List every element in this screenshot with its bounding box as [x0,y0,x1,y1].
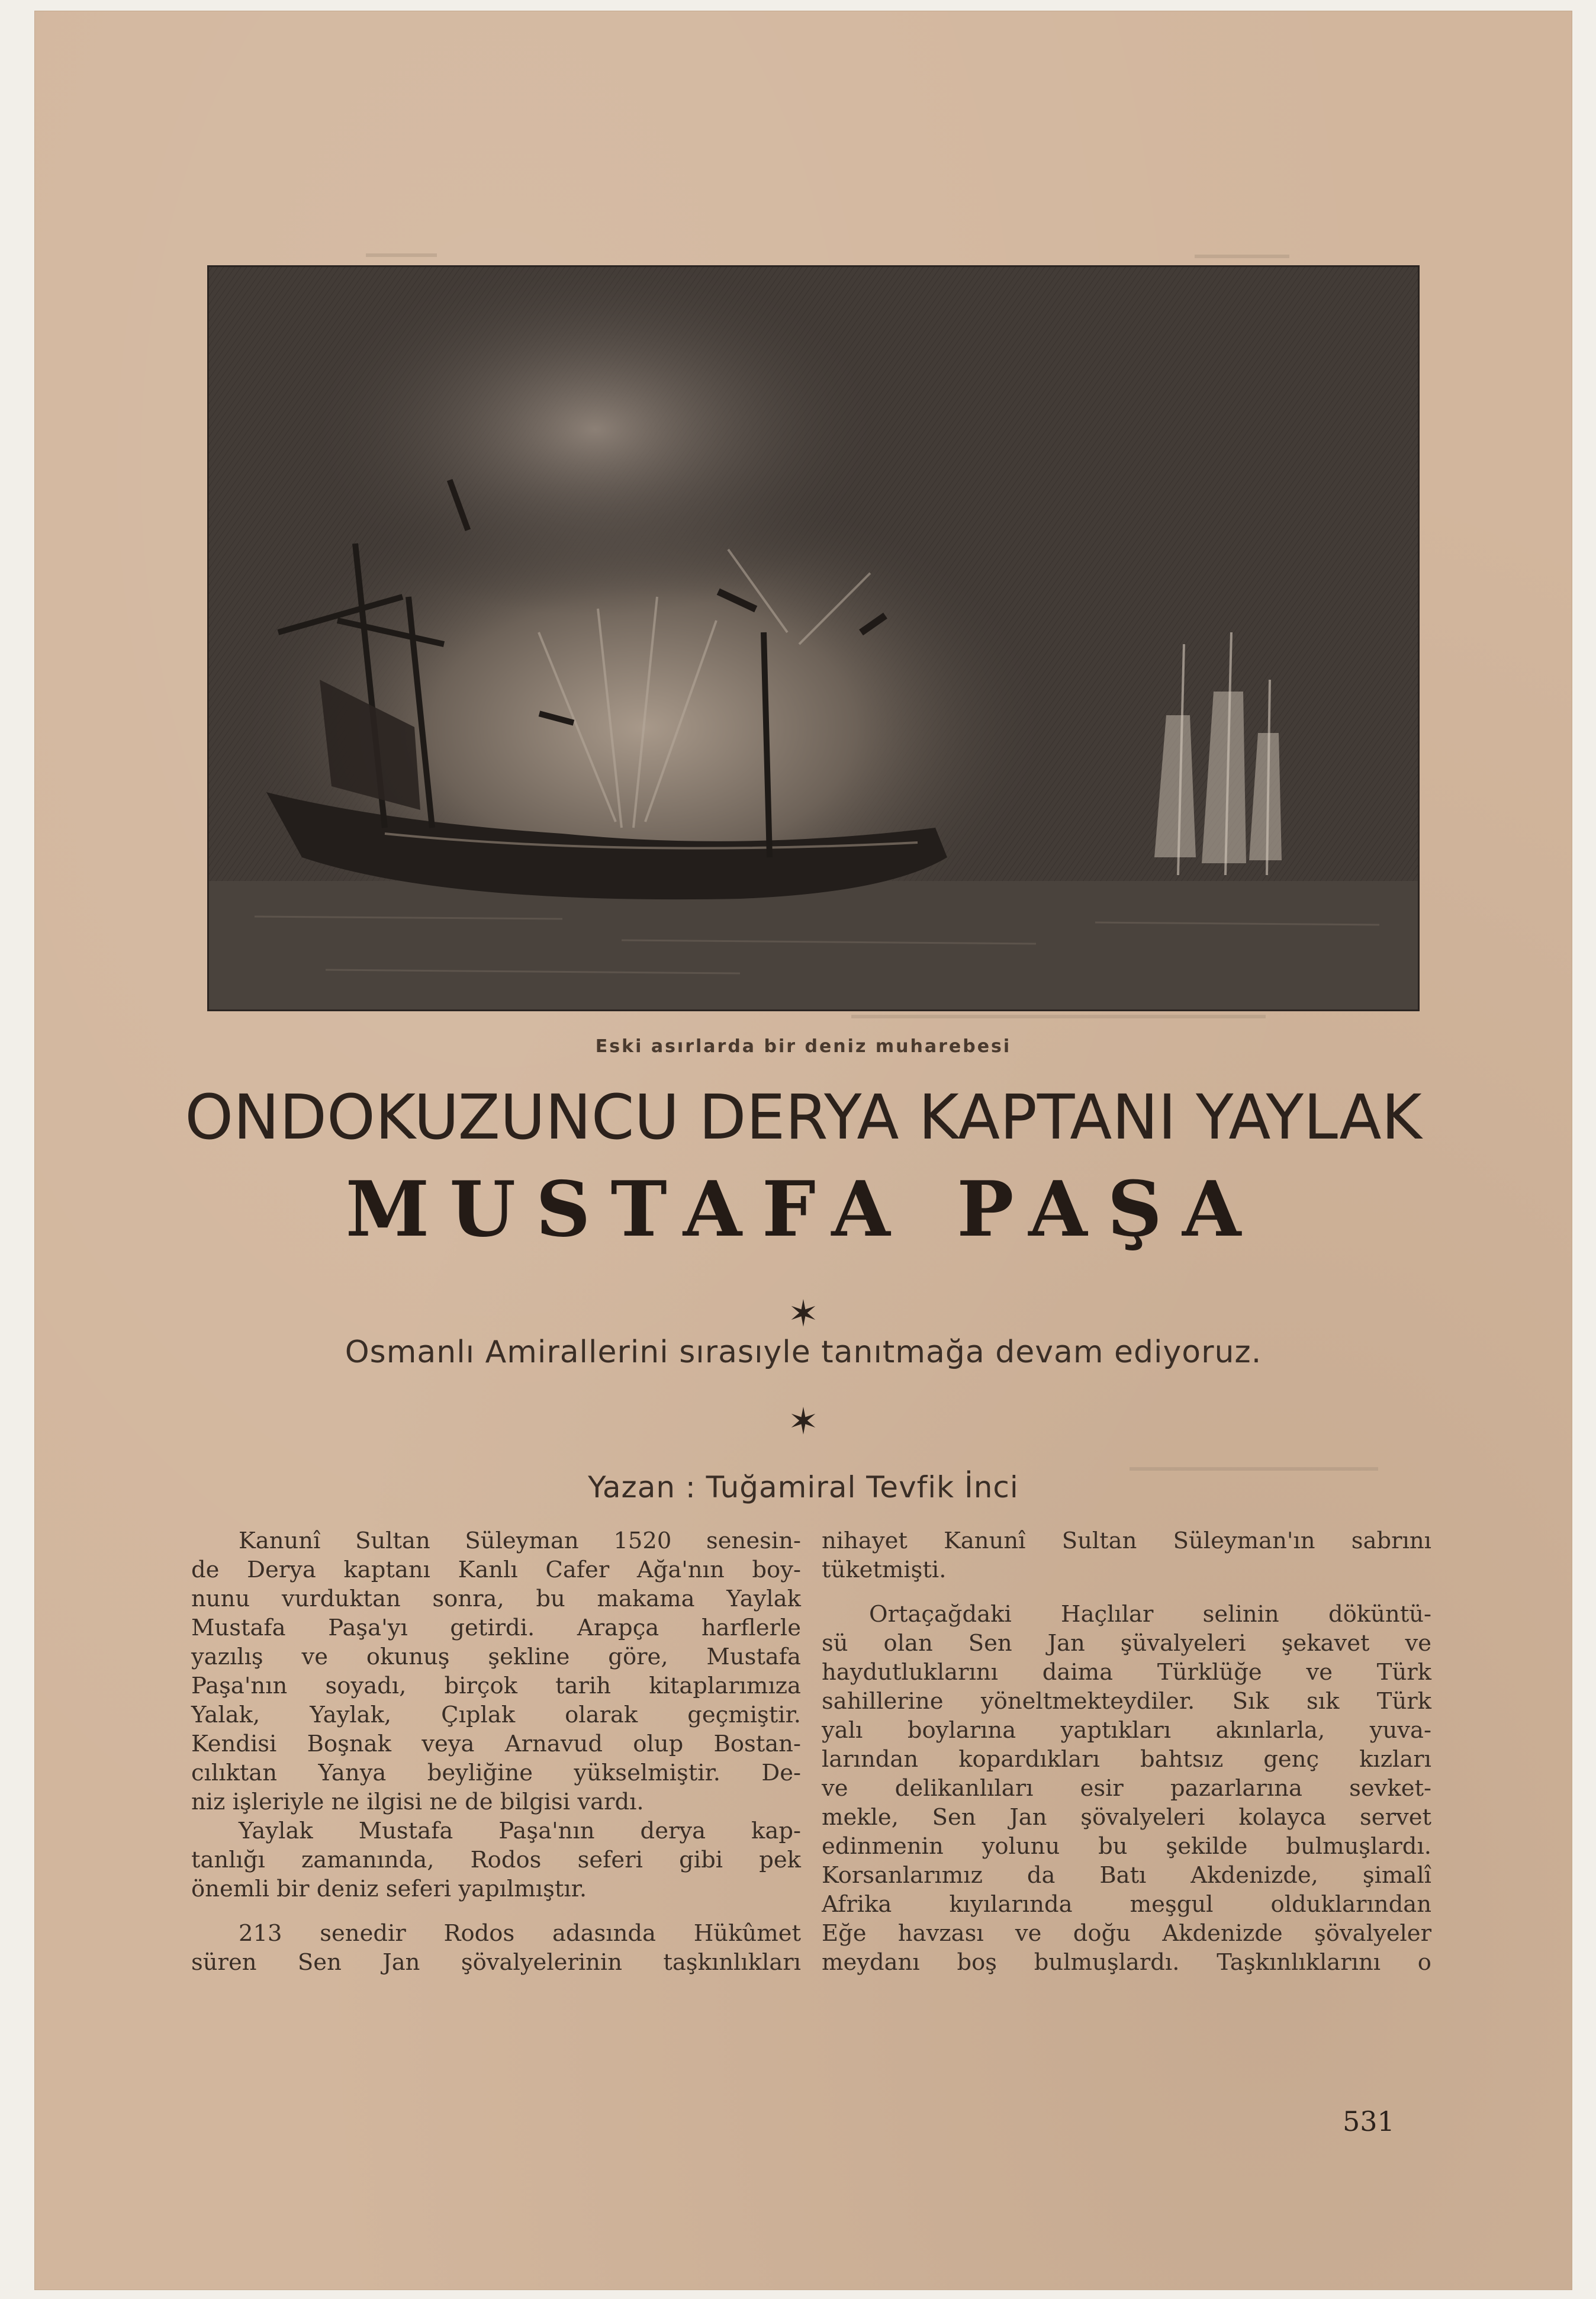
text-line: cılıktan Yanya beyliğine yükselmiştir. De- [191,1760,801,1786]
text-line: nunu vurduktan sonra, bu makama Yaylak [191,1586,801,1612]
text-line: Yalak, Yaylak, Çıplak olarak geçmiştir. [191,1702,801,1728]
star-ornament: ✶ [788,1400,819,1443]
text-line: tanlığı zamanında, Rodos seferi gibi pek [191,1847,801,1873]
text-line: Kendisi Boşnak veya Arnavud olup Bostan- [191,1731,801,1757]
text-line: edinmenin yolunu bu şekilde bulmuşlardı. [822,1833,1431,1860]
text-line: sü olan Sen Jan şüvalyeleri şekavet ve [822,1630,1431,1657]
text-line: Paşa'nın soyadı, birçok tarih kitaplarımıza [191,1673,801,1699]
text-line: ve delikanlıları esir pazarlarına sevket- [822,1775,1431,1802]
text-line: Ortaçağdaki Haçlılar selinin döküntü- [869,1601,1431,1628]
text-line: haydutluklarını daima Türklüğe ve Türk [822,1659,1431,1686]
text-line: Afrika kıyılarında meşgul olduklarından [822,1891,1431,1918]
star-ornament: ✶ [788,1292,819,1335]
text-line: larından kopardıkları bahtsız genç kızları [822,1746,1431,1773]
text-line: süren Sen Jan şövalyelerinin taşkınlıkları [191,1949,801,1976]
article-headline: MUSTAFA PAŞA [345,1165,1262,1254]
text-line: tüketmişti. [822,1557,947,1583]
text-line: niz işleriyle ne ilgisi ne de bilgisi vardı. [191,1789,644,1815]
magazine-page [34,11,1572,2290]
text-line: Yaylak Mustafa Paşa'nın derya kap- [239,1818,801,1844]
text-line: Eğe havzası ve doğu Akdenizde şövalyeler [822,1920,1431,1947]
article-kicker: ONDOKUZUNCU DERYA KAPTANI YAYLAK [185,1081,1422,1153]
article-intro: Osmanlı Amirallerini sırasıyle tanıtmağa devam ediyoruz. [345,1335,1262,1370]
text-line: de Derya kaptanı Kanlı Cafer Ağa'nın boy- [191,1557,801,1583]
print-artifact [366,253,437,257]
text-line: yalı boylarına yaptıkları akınlarla, yuva- [822,1717,1431,1744]
battle-engraving [207,265,1420,1011]
text-line: meydanı boş bulmuşlardı. Taşkınlıklarını o [822,1949,1431,1976]
text-line: mekle, Sen Jan şövalyeleri kolayca servet [822,1804,1431,1831]
naval-battle-illustration [207,265,1420,1011]
text-line: Mustafa Paşa'yı getirdi. Arapça harflerle [191,1615,801,1641]
text-line: sahillerine yöneltmekteydiler. Sık sık Türk [822,1688,1431,1715]
text-line: önemli bir deniz seferi yapılmıştır. [191,1876,587,1902]
text-line: Korsanlarımız da Batı Akdenizde, şimalî [822,1862,1431,1889]
article-column-left [191,1526,801,1977]
text-line: nihayet Kanunî Sultan Süleyman'ın sabrını [822,1528,1431,1554]
text-line: yazılış ve okunuş şekline göre, Mustafa [191,1644,801,1670]
print-artifact [851,1015,1266,1018]
article-column-right [822,1526,1431,1977]
article-byline: Yazan : Tuğamiral Tevfik İnci [588,1470,1019,1504]
text-line: 213 senedir Rodos adasında Hükûmet [239,1920,801,1947]
print-artifact [1195,255,1289,258]
illustration-caption: Eski asırlarda bir deniz muharebesi [595,1036,1012,1057]
page-number: 531 [1343,2105,1395,2137]
text-line: Kanunî Sultan Süleyman 1520 senesin- [239,1528,801,1554]
